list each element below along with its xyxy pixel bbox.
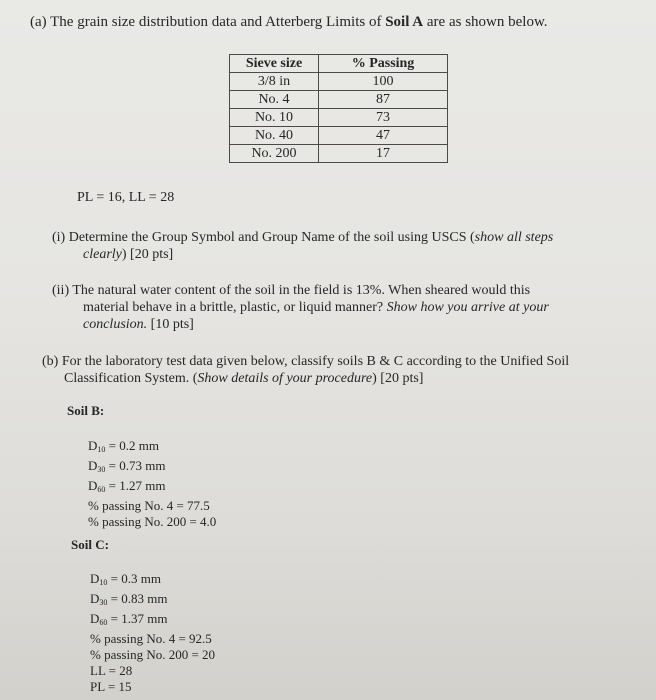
question-ii: [52, 282, 549, 333]
soil-c-passing-no4: % passing No. 4 = 92.5: [90, 631, 212, 646]
soil-c-label: Soil C:: [71, 537, 109, 552]
d-symbol: D: [88, 478, 98, 493]
sieve-table-header: [230, 55, 448, 73]
sieve-size-cell: 3/8 in: [230, 73, 319, 91]
question-ii-text: material behave in a brittle, plastic, or liquid manner?: [83, 300, 387, 315]
sieve-size-cell: No. 4: [230, 91, 319, 109]
soil-b-d30-value: = 0.73 mm: [105, 458, 166, 473]
table-row: [230, 145, 448, 163]
question-ii-emphasis: Show how you arrive at your: [386, 300, 549, 315]
question-i: [52, 229, 553, 263]
question-ii-emphasis-2: conclusion.: [83, 317, 148, 332]
percent-passing-cell: 100: [319, 73, 448, 91]
soil-b-passing-no4: % passing No. 4 = 77.5: [88, 498, 210, 513]
question-i-emphasis-2: clearly: [83, 247, 122, 262]
sieve-size-cell: No. 40: [230, 127, 319, 145]
d-symbol: D: [88, 458, 98, 473]
soil-b-d10-value: = 0.2 mm: [105, 438, 159, 453]
sieve-table: [229, 54, 448, 163]
percent-passing-header: % Passing: [319, 55, 448, 73]
soil-c-d10: [90, 571, 215, 591]
soil-b-passing-no200: % passing No. 200 = 4.0: [88, 514, 217, 529]
d60-subscript: 60: [99, 618, 108, 627]
part-a-intro-suffix: are as shown below.: [423, 14, 548, 30]
soil-c-values: [90, 571, 215, 695]
d-symbol: D: [90, 611, 100, 626]
soil-c-d10-value: = 0.3 mm: [107, 571, 161, 586]
part-b-text: Classification System. (: [64, 371, 198, 386]
part-a-soil-name: Soil A: [385, 14, 424, 30]
d30-subscript: 30: [97, 465, 106, 474]
atterberg-limits: PL = 16, LL = 28: [77, 190, 175, 205]
part-a-intro: [30, 14, 548, 31]
d-symbol: D: [88, 438, 98, 453]
table-row: [230, 91, 448, 109]
part-b-line-1: (b) For the laboratory test data given below, classify soils B & C according to the Unified Soil: [42, 354, 570, 369]
soil-c-d60-value: = 1.37 mm: [107, 611, 168, 626]
question-i-emphasis: show all steps: [474, 230, 554, 245]
question-i-text: (i) Determine the Group Symbol and Group Name of the soil using USCS (: [52, 230, 475, 245]
part-b-line-2: [42, 370, 569, 387]
table-row: [230, 73, 448, 91]
question-i-points: ) [20 pts]: [121, 247, 174, 262]
part-a-intro-text: (a) The grain size distribution data and Atterberg Limits of: [30, 14, 386, 30]
soil-c-d30-value: = 0.83 mm: [107, 591, 168, 606]
question-ii-line-1: (ii) The natural water content of the soil in the field is 13%. When sheared would this: [52, 283, 531, 298]
part-b-intro: [42, 353, 569, 387]
question-i-line-2: [52, 246, 553, 263]
sieve-size-header: Sieve size: [230, 55, 319, 73]
soil-b-d10: [88, 438, 216, 458]
sieve-size-cell: No. 10: [230, 109, 319, 127]
question-ii-line-3: [52, 316, 549, 333]
d10-subscript: 10: [97, 445, 106, 454]
percent-passing-cell: 73: [319, 109, 448, 127]
soil-b-label: Soil B:: [67, 403, 105, 418]
part-b-emphasis: Show details of your procedure: [197, 371, 373, 386]
d10-subscript: 10: [99, 578, 108, 587]
soil-c-plastic-limit: PL = 15: [90, 679, 132, 694]
d-symbol: D: [90, 591, 100, 606]
question-ii-line-2: [52, 299, 549, 316]
soil-c-d60: [90, 611, 215, 631]
percent-passing-cell: 17: [319, 145, 448, 163]
question-ii-points: [10 pts]: [147, 317, 194, 332]
soil-b-d60: [88, 478, 216, 498]
soil-b-d60-value: = 1.27 mm: [105, 478, 166, 493]
d-symbol: D: [90, 571, 100, 586]
percent-passing-cell: 87: [319, 91, 448, 109]
part-b-points: ) [20 pts]: [372, 371, 424, 386]
d30-subscript: 30: [99, 598, 108, 607]
d60-subscript: 60: [97, 485, 106, 494]
sieve-size-cell: No. 200: [230, 145, 319, 163]
table-row: [230, 127, 448, 145]
soil-c-d30: [90, 591, 215, 611]
table-row: [230, 109, 448, 127]
question-i-line-1: [52, 229, 553, 246]
soil-b-d30: [88, 458, 216, 478]
soil-c-passing-no200: % passing No. 200 = 20: [90, 647, 216, 662]
soil-b-values: [88, 438, 216, 530]
percent-passing-cell: 47: [319, 127, 448, 145]
soil-c-liquid-limit: LL = 28: [90, 663, 133, 678]
